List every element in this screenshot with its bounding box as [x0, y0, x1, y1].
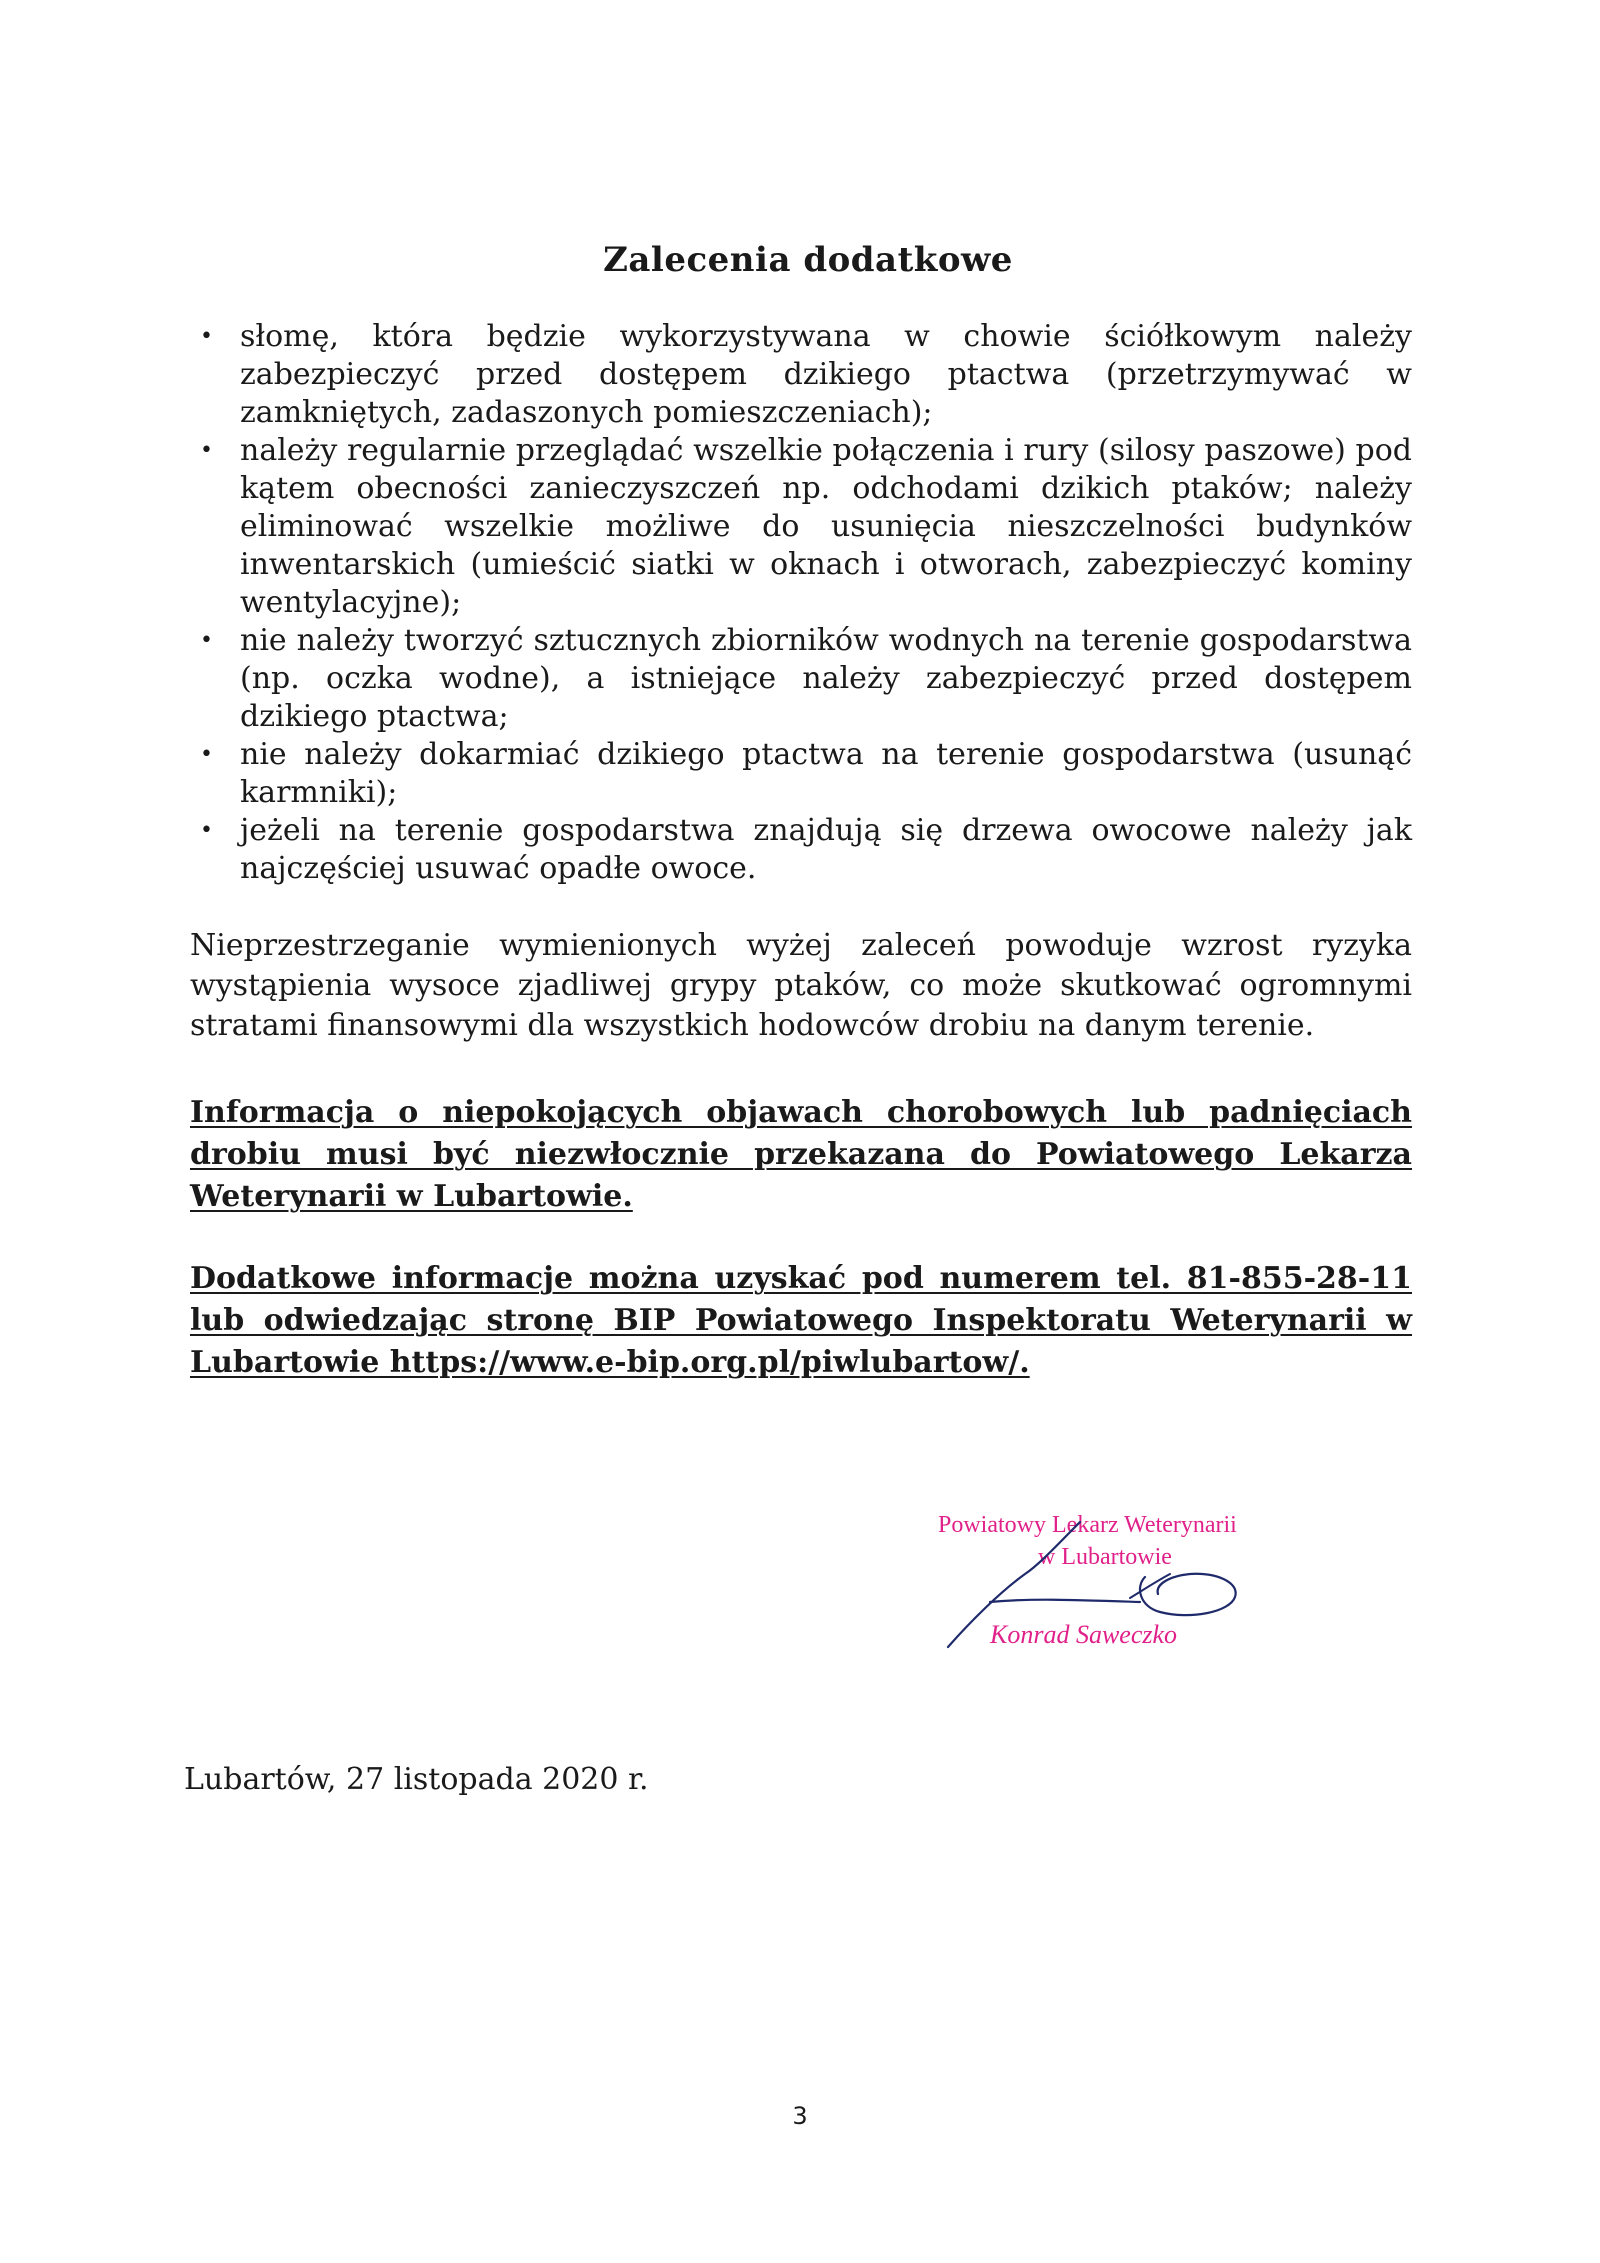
- list-item: [200, 622, 1412, 736]
- official-stamp: [930, 1502, 1290, 1662]
- bullet-icon: •: [200, 818, 213, 843]
- document-title: Zalecenia dodatkowe: [603, 240, 1013, 280]
- stamp-title: Powiatowy Lekarz Weterynarii: [938, 1512, 1237, 1538]
- list-item: [200, 432, 1412, 622]
- bullet-icon: •: [200, 742, 213, 767]
- warning-paragraph: Nieprzestrzeganie wymienionych wyżej zaleceń powoduje wzrost ryzyka wystąpienia wysoce zjadliwej grypy ptaków, co może skutkować ogromnymi stratami finansowymi dla wszystkich hodowców drobiu na danym terenie.: [190, 928, 1412, 1043]
- list-item-text: jeżeli na terenie gospodarstwa znajdują się drzewa owocowe należy jak najczęściej usuwać opadłe owoce.: [240, 813, 1412, 886]
- list-item-text: nie należy dokarmiać dzikiego ptactwa na terenie gospodarstwa (usunąć karmniki);: [240, 737, 1412, 810]
- signature-icon: [930, 1502, 1290, 1662]
- contact-paragraph: Dodatkowe informacje można uzyskać pod numerem tel. 81-855-28-11 lub odwiedzając stronę BIP Powiatowego Inspektoratu Weterynarii w Lubartowie https://www.e-bip.org.pl/piwlubartow/.: [190, 1261, 1412, 1380]
- list-item: [200, 812, 1412, 888]
- stamp-location: w Lubartowie: [1038, 1544, 1172, 1570]
- list-item-text: należy regularnie przeglądać wszelkie połączenia i rury (silosy paszowe) pod kątem obecności zanieczyszczeń np. odchodami dzikich ptaków; należy eliminować wszelkie możliwe do usunięcia nieszczelności budynków inwentarskich (umieścić siatki w oknach i otworach, zabezpieczyć kominy wentylacyjne);: [240, 433, 1412, 620]
- bullet-icon: •: [200, 438, 213, 463]
- stamp-name: Konrad Saweczko: [990, 1620, 1178, 1649]
- list-item-text: słomę, która będzie wykorzystywana w chowie ściółkowym należy zabezpieczyć przed dostępem dzikiego ptactwa (przetrzymywać w zamkniętych, zadaszonych pomieszczeniach);: [240, 319, 1412, 430]
- page-number: 3: [792, 2102, 808, 2130]
- bullet-icon: •: [200, 324, 213, 349]
- list-item: [200, 318, 1412, 432]
- info-paragraph: Informacja o niepokojących objawach chorobowych lub padnięciach drobiu musi być niezwłocznie przekazana do Powiatowego Lekarza Weterynarii w Lubartowie.: [190, 1095, 1412, 1214]
- list-item: [200, 736, 1412, 812]
- bullet-icon: •: [200, 628, 213, 653]
- document-date: Lubartów, 27 listopada 2020 r.: [184, 1762, 649, 1797]
- list-item-text: nie należy tworzyć sztucznych zbiorników wodnych na terenie gospodarstwa (np. oczka wodne), a istniejące należy zabezpieczyć przed dostępem dzikiego ptactwa;: [240, 623, 1412, 734]
- recommendations-list: [200, 318, 1412, 888]
